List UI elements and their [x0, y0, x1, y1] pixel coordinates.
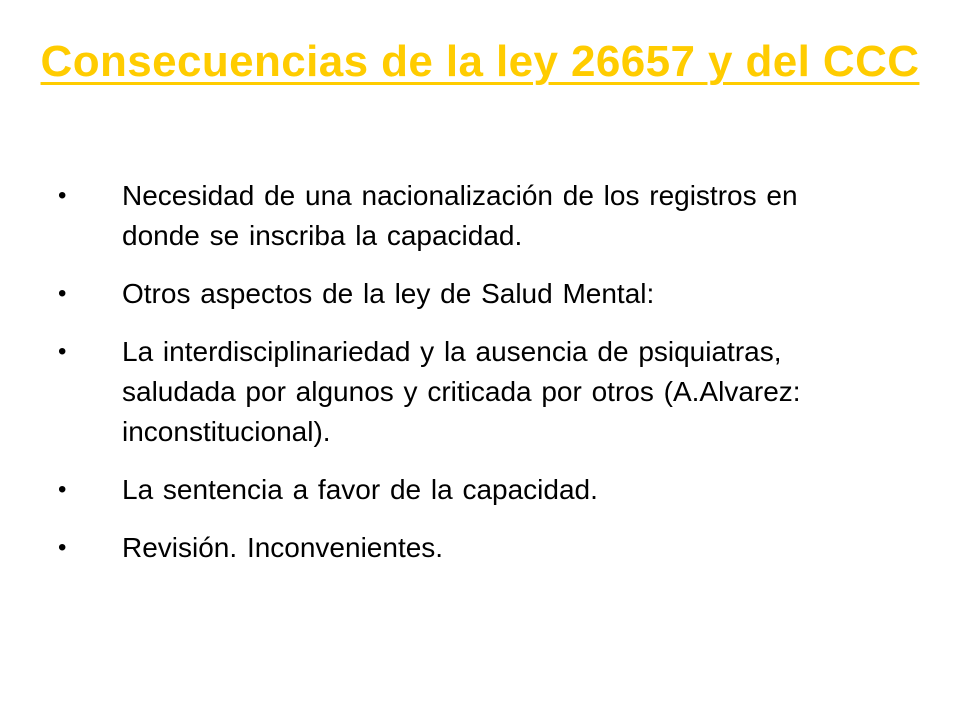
bullet-item	[58, 274, 858, 314]
slide-title: Consecuencias de la ley 26657 y del CCC	[40, 37, 920, 86]
bullet-dot-icon: •	[58, 476, 67, 503]
bullet-dot-icon: •	[58, 182, 67, 209]
bullet-dot-icon: •	[58, 280, 67, 307]
bullet-text: Otros aspectos de la ley de Salud Mental:	[122, 278, 655, 309]
bullet-dot-icon: •	[58, 534, 67, 561]
bullet-dot-icon: •	[58, 338, 67, 365]
bullet-list	[58, 176, 858, 586]
bullet-item	[58, 332, 858, 452]
bullet-text: Revisión. Inconvenientes.	[122, 532, 444, 563]
bullet-item	[58, 528, 858, 568]
bullet-text: La sentencia a favor de la capacidad.	[122, 474, 598, 505]
bullet-item	[58, 176, 858, 256]
bullet-text: La interdisciplinariedad y la ausencia de psiquiatras, saludada por algunos y criticada por otros (A.Alvarez: inconstitucional).	[122, 336, 801, 447]
bullet-text: Necesidad de una nacionalización de los registros en donde se inscriba la capacidad.	[122, 180, 798, 251]
bullet-item	[58, 470, 858, 510]
